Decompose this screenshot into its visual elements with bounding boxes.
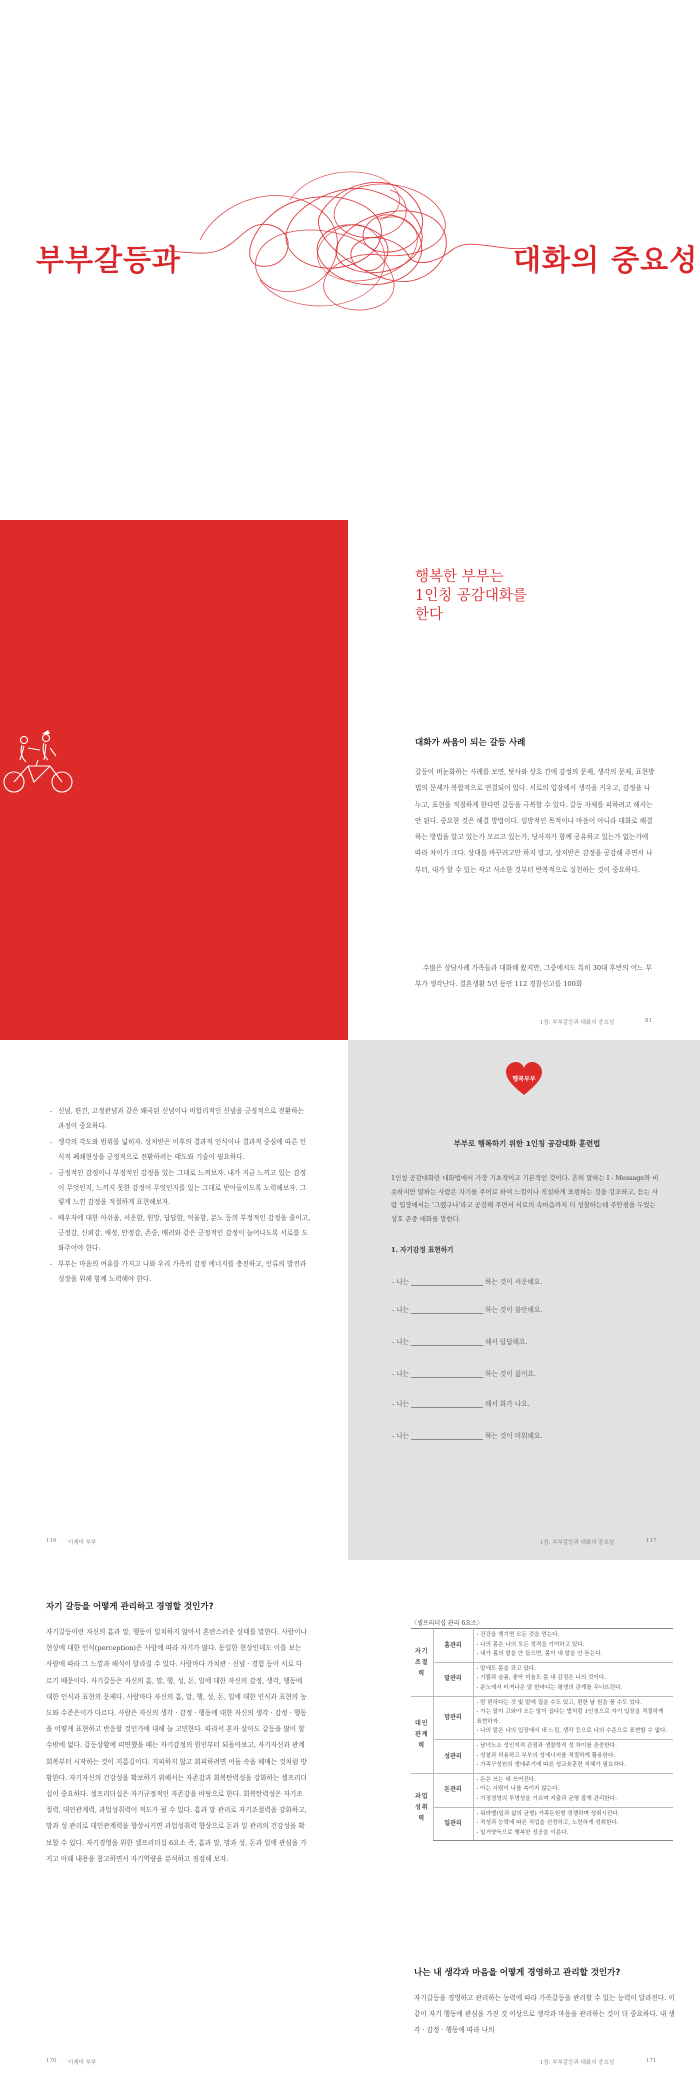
fill-in-line: - 나는 하는 것이 미워해요. [392, 1432, 543, 1440]
bullet-list [50, 1104, 312, 1288]
page-number: 170 [46, 2058, 57, 2064]
sub-cell: 맘관리 [433, 1696, 473, 1739]
fill-in-line: - 나는 하는 것이 서운해요. [392, 1278, 543, 1286]
title-spread [0, 0, 700, 520]
body-paragraph: 갈등이 버눈화하는 사례를 보면, 탓사와 상호 간에 감정의 문제, 생각의 문제, 표현방법의 문제가 복합적으로 연결되어 있다. 서로의 입장에서 생각을 키우고, 감정을 나누고, 표현을 적절하게 한다면 갈등을 극복할 수 있다. 갈등 자체를 피하려고 해서는 안 된다. 중요한 것은 해결 방법이다. 일방적인 목적이나 마음이 아니라 대화로 해결하는 방법을 알고 있는가 모르고 있는가, 당사자가 함께 공유하고 있는가 없는가에 따라 차이가 크다. 상대를 바꾸려고만 하지 말고, 상저받은 감정을 공감해 주면서 나부터, 내가 할 수 있는 작고 사소한 것부터 반복적으로 실천하는 것이 중요하다. [415, 768, 655, 874]
fill-in-line: - 나는 하는 것이 싫어요. [392, 1370, 536, 1378]
fill-in-line: - 나는 하는 것이 불안해요. [392, 1306, 543, 1314]
list-item: - 생각의 각도와 범위를 넓히자. 상처받은 이후의 결과적 인식이나 결과적 중심에 따른 인식적 폐쇄현상을 긍정적으로 전환하려는 태도와 기술이 필요하다. [50, 1135, 312, 1165]
chapter-title-right: 대화의 중요성 [513, 243, 699, 277]
subsection-title: 대화가 싸움이 되는 갈등 사례 [415, 738, 526, 748]
group-cell: 대인관계력 [411, 1696, 433, 1773]
list-item: - 부부는 마음의 여유를 가지고 나와 우리 가족의 감정 에너지를 충전하고, 인류의 발전과 성장을 위해 함께 노력해야 한다. [50, 1257, 312, 1287]
fill-in-line: - 나는 해서 화가 나요. [392, 1400, 530, 1408]
group-cell: 자기조절력 [411, 1629, 433, 1697]
running-footer: 1장. 부부갈등과 대화의 중요성 [540, 2060, 615, 2066]
red-illustration-page [0, 520, 348, 1040]
heart-label: 행복부부 [512, 1076, 536, 1083]
group-cell: 과업성취력 [411, 1773, 433, 1841]
body-paragraph: 수많은 상담사례 가족들과 대화해 왔지만, 그중에서도 특히 30대 후반의 어느 부부가 생각난다. 결혼생활 5년 동안 112 경찰신고를 100회 [415, 964, 652, 989]
self-management-spread [0, 1560, 700, 2080]
answer-blank[interactable] [411, 1313, 483, 1314]
sub-cell: 돈관리 [433, 1773, 473, 1807]
sub-cell: 성관리 [433, 1739, 473, 1773]
chapter-title-left: 부부갈등과 [36, 243, 182, 277]
exercise-page-117 [348, 1040, 700, 1560]
body-paragraph: 자기갈등이란 자신의 흠과 말, 행동이 일치하지 않아서 혼란스러운 상태를 말한다. 사람이나 현상에 대한 인식(perception)은 사람에 따라 자기가 많다. 동일한 현상인데도 이를 보는 사람에 따라 그 느낌과 해석이 달라질 수 있다. 사람마다 가치관 · 신념 · 경험 등이 서로 다르기 때문이다. 자기갈등은 자신의 흠, 말, 행, 성, 돈, 일에 대한 자신의 감정, 생각, 행동에 대한 인식과 표현의 문제다. 사람마다 자신의 흠, 말, 행, 성, 돈, 일에 대한 인식과 표현의 농도와 수준은이가 다르다. 사람은 자신의 생각 · 감정 · 행동에 대한 자신의 생각 · 감정 · 행동을 어떻게 표현하고 반응할 것인가에 대해 늘 고민한다. 따라서 혼자 살아도 갈등을 많이 할 수밖에 없다. 갈등상황에 피면했을 때는 자기감정의 원인부터 되돌아보고, 자기자신과 관계 회복부터 시작하는 것이 지름길이다. 지피하지 않고 회피하려면 어둠 속을 헤매는 것처럼 방황한다. 자기자신의 건강성을 확보하기 위해서는 자존감과 회복탄력성을 강화하는 셀프리더십이 중요하다. 셀프리더십은 자기규정적인 자존감을 바탕으로 한다. 회복탄력성은 자기조절력, 대인관계력, 과업성취력이 적도가 될 수 있다. 흠과 말 관리로 자기조절력을 강화하고, 맘과 성 관리로 대인관계력을 향상시키면 과업성취력 향상으로 돈과 일 관리의 건강성을 확보할 수 있다. 자기경영을 위한 셀프리더십 6요소 즉, 흠과 말, 맘과 성, 돈과 일에 관심을 가지고 아래 내용을 참고하면서 자기역량을 분석하고 점검해 보자. [46, 1628, 307, 1863]
running-footer: 1장. 부부갈등과 대화의 중요성 [540, 1020, 615, 1026]
list-item: - 긍정적인 감정이나 부정적인 감정을 있는 그대로 느껴보자. 내가 지금 느끼고 있는 감정이 무엇인지, 느끼지 못한 감정이 무엇인지를 있는 그대로 받아들이도록 노력해보자. 그렇게 느낀 감정을 적절하게 표현해보자. [50, 1166, 312, 1211]
table-row [411, 1807, 673, 1841]
table-row [411, 1696, 673, 1739]
sub-cell: 흠관리 [433, 1629, 473, 1663]
items-cell: - 건강을 챙기면 모든 것을 얻는다. - 나의 몸은 나의 모든 정격을 기억하고 있다. - 내가 몸의 말을 안 들으면, 몸이 내 말을 안 듣는다. [473, 1629, 673, 1663]
section-title: 자기 갈등을 어떻게 관리하고 경영할 것인가? [46, 1602, 214, 1612]
table-row [411, 1629, 673, 1663]
exercise-subtitle: 1. 자기감정 표현하기 [391, 1246, 454, 1254]
items-cell: - 돈은 쓰는 데 쓰여진다. - 아는 사람이 나를 속이지 않는다. - 가정경영의 투명성을 기르며 지출과 균형 잡게 관리한다. [473, 1773, 673, 1807]
tandem-bicycle-couple-illustration [0, 720, 90, 800]
exercise-title: 부부로 행복하기 위한 1인칭 공감대화 훈련법 [453, 1139, 601, 1148]
table-row [411, 1739, 673, 1773]
page-number: 81 [645, 1018, 652, 1024]
body-paragraph: 자기갈등을 경영하고 관리하는 능력에 따라 가족갈등을 관리할 수 있는 능력이 달라진다. 이같이 자기 행동에 관심을 가진 것 이상으로 생각과 마음을 관리하는 것이 더 중요하다. 내 생각 · 감정 · 행동에 따라 나의 [414, 1994, 675, 2035]
answer-blank[interactable] [411, 1439, 483, 1440]
sub-cell: 말관리 [433, 1662, 473, 1696]
table-row [411, 1662, 673, 1696]
running-footer: 이재미 부부 [68, 2060, 97, 2066]
items-cell: - 남녀노소 성인지적 관점과 생물학적 성 차이를 존중한다. - 성찰과 허용하고 부부의 성에너지를 적절하게 활용한다. - 가족구성원의 생애주기에 따른 성교육훈련 지혜가 필요하다. [473, 1739, 673, 1773]
intro-spread [0, 520, 700, 1040]
items-cell: - 워라밸(일과 삶의 균형) 가족돈원형 경쟁하며 성취시킨다. - 적성과 능력에 따른 직업을 선정하고, 노련하게 성취한다. - 일거양득으로 행복한 성공을 이룬다. [473, 1807, 673, 1841]
page-number: 117 [646, 1538, 657, 1544]
table-caption: 〈셀프리더십 관리 6요소〉 [411, 1620, 483, 1627]
list-item: - 배우자에 대한 아쉬움, 서운함, 원망, 답답함, 억울함, 분노 등의 부정적인 감정을 줄이고, 긍정감, 신뢰감, 애정, 안정감, 존중, 배려와 같은 긍정적인 감정이 늘어나도록 서로를 도와주어야 한다. [50, 1211, 312, 1256]
table-row [411, 1773, 673, 1807]
items-cell: - 말에도 몸을 갖고 있다. - 기쁨과 슬픔, 좋아 미움도 몸 내 감정은 나의 것이다. - 분노에서 터져나온 말 한마디는 평생의 관계를 무너뜨린다. [473, 1662, 673, 1696]
answer-blank[interactable] [411, 1345, 483, 1346]
page-number: 116 [46, 1538, 57, 1544]
fill-in-line: - 나는 해서 답답해요. [392, 1338, 528, 1346]
list-item: - 신념, 편견, 고정관념과 같은 왜곡된 신념이나 비합리적인 신념을 긍정적으로 전환하는 과정이 중요하다. [50, 1104, 312, 1134]
page-number: 171 [646, 2058, 657, 2064]
tangled-line-illustration [140, 140, 530, 360]
exercise-intro: 1인칭 공감대화란 대화법에서 가장 기초적이고 기본적인 것이다. 흔히 말하는 I - Message와 비슷하지만 말하는 사람은 자기를 주어로 하여 느낌이나 직설하게 표현하는 것을 강조하고, 듣는 사람 입장에서는 '그랬구나'라고 공감해 주면서 서로의 속마음까지 더 성찰하는데 주안점을 두었는 상호 존중 대화를 말한다. [391, 1174, 659, 1223]
section-heading: 행복한 부부는 1인칭 공감대화를 한다 [415, 569, 527, 623]
section-title: 나는 내 생각과 마음을 어떻게 경영하고 관리할 것인가? [414, 1968, 621, 1978]
sub-cell: 일관리 [433, 1807, 473, 1841]
running-footer: 이재미 부부 [68, 1540, 97, 1546]
answer-blank[interactable] [411, 1285, 483, 1286]
answer-blank[interactable] [411, 1377, 483, 1378]
self-leadership-table [411, 1628, 673, 1841]
answer-blank[interactable] [411, 1407, 483, 1408]
exercise-spread [0, 1040, 700, 1560]
items-cell: - 맘 편하다는 것 빛 맡에 집을 수도 있고, 편한 날 원을 품 수도 있다. - 가는 말이 고와야 오는 말이 곱다는 법처럼 1인칭으로 자기 입장을 적절하게 표현하자. - 나의 맡은 나의 입장에서 내 느낌, 생각 등으로 나의 수준으로 표현할 수 없다. [473, 1696, 673, 1739]
running-footer: 1장. 부부갈등과 대화의 중요성 [540, 1540, 615, 1546]
